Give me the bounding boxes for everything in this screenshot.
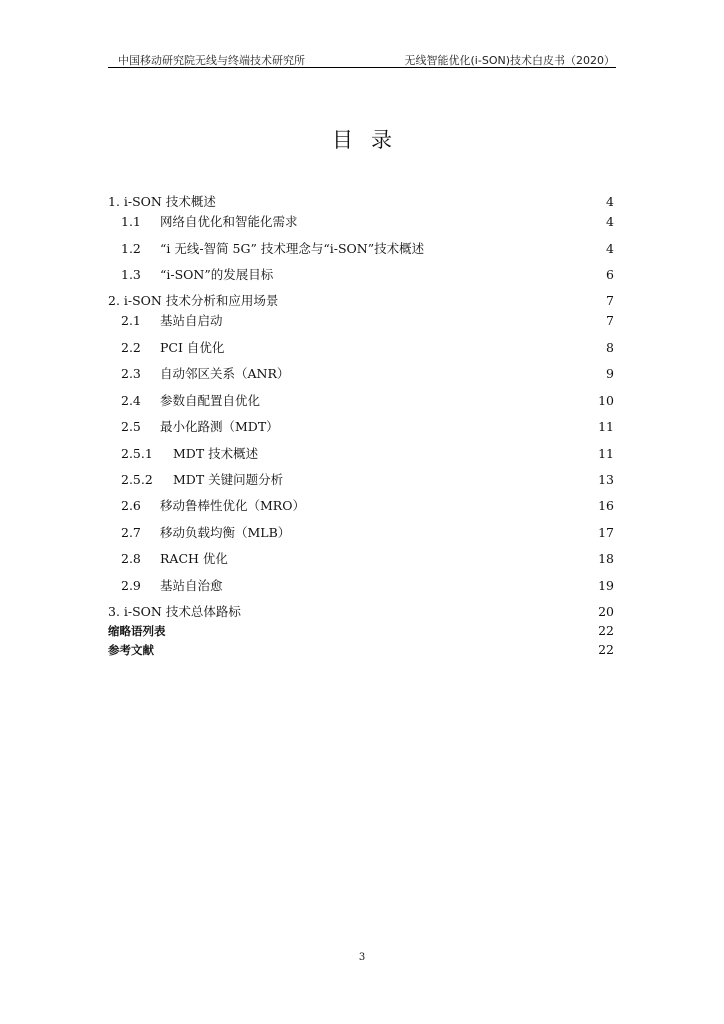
toc-entry-1-2[interactable] xyxy=(108,241,614,257)
toc-entry-number: 2.9 xyxy=(121,578,141,593)
toc-entry-page: 16 xyxy=(598,498,614,513)
toc-entry-label: 1. i-SON 技术概述 xyxy=(108,194,216,209)
toc-entry-label: PCI 自优化 xyxy=(160,340,225,355)
toc-entry-page: 18 xyxy=(598,551,614,566)
toc-entry-2-5[interactable] xyxy=(108,419,614,435)
toc-entry-number: 2.5.1 xyxy=(121,446,153,461)
page-number: 3 xyxy=(358,952,366,963)
toc-entry-2-9[interactable] xyxy=(108,578,614,594)
toc-entry-label: 参数自配置自优化 xyxy=(160,393,261,408)
toc-entry-2-3[interactable] xyxy=(108,366,614,382)
toc-entry-number: 2.1 xyxy=(121,313,141,328)
header-divider xyxy=(108,67,616,68)
toc-entry-page: 19 xyxy=(598,578,614,593)
toc-entry-label: MDT 技术概述 xyxy=(173,446,259,461)
running-header-right: 无线智能优化(i-SON)技术白皮书（2020） xyxy=(404,54,615,67)
toc-entry-page: 7 xyxy=(606,293,614,308)
toc-entry-number: 2.6 xyxy=(121,498,141,513)
toc-entry-label: 2. i-SON 技术分析和应用场景 xyxy=(108,293,279,308)
toc-entry-page: 4 xyxy=(606,241,614,256)
toc-entry-page: 10 xyxy=(598,393,614,408)
toc-entry-1-1[interactable] xyxy=(108,214,614,230)
toc-entry-number: 1.1 xyxy=(121,214,141,229)
toc-entry-label: 最小化路测（MDT） xyxy=(160,419,279,434)
toc-entry-page: 22 xyxy=(598,642,614,657)
toc-entry-label: 基站自治愈 xyxy=(160,578,223,593)
toc-entry-3[interactable] xyxy=(108,604,614,620)
toc-entry-2-1[interactable] xyxy=(108,313,614,329)
toc-entry-label: 网络自优化和智能化需求 xyxy=(160,214,298,229)
toc-entry-page: 22 xyxy=(598,623,614,638)
toc-entry-page: 6 xyxy=(606,267,614,282)
toc-entry-number: 2.4 xyxy=(121,393,141,408)
toc-entry-label: RACH 优化 xyxy=(160,551,228,566)
toc-entry-2-5-2[interactable] xyxy=(108,472,614,488)
toc-entry-label: 参考文献 xyxy=(108,643,154,657)
toc-entry-2-2[interactable] xyxy=(108,340,614,356)
toc-entry-number: 2.5 xyxy=(121,419,141,434)
toc-entry-number: 2.8 xyxy=(121,551,141,566)
toc-entry-abbreviations[interactable] xyxy=(108,623,614,639)
toc-entry-2-5-1[interactable] xyxy=(108,446,614,462)
toc-entry-page: 4 xyxy=(606,194,614,209)
toc-entry-2-8[interactable] xyxy=(108,551,614,567)
toc-entry-label: 基站自启动 xyxy=(160,313,223,328)
toc-entry-page: 8 xyxy=(606,340,614,355)
toc-entry-1-3[interactable] xyxy=(108,267,614,283)
toc-entry-1[interactable] xyxy=(108,194,614,210)
toc-entry-label: 移动鲁棒性优化（MRO） xyxy=(160,498,305,513)
toc-entry-number: 2.3 xyxy=(121,366,141,381)
toc-entry-number: 1.3 xyxy=(121,267,141,282)
running-header-left: 中国移动研究院无线与终端技术研究所 xyxy=(118,54,305,67)
toc-entry-2[interactable] xyxy=(108,293,614,309)
toc-entry-label: 移动负载均衡（MLB） xyxy=(160,525,291,540)
toc-entry-label: 3. i-SON 技术总体路标 xyxy=(108,604,241,619)
toc-entry-number: 1.2 xyxy=(121,241,141,256)
toc-entry-label: MDT 关键问题分析 xyxy=(173,472,284,487)
toc-entry-label: 自动邻区关系（ANR） xyxy=(160,366,290,381)
toc-entry-2-7[interactable] xyxy=(108,525,614,541)
toc-entry-references[interactable] xyxy=(108,642,614,658)
toc-entry-page: 13 xyxy=(598,472,614,487)
toc-entry-page: 20 xyxy=(598,604,614,619)
toc-title: 目录 xyxy=(332,128,410,152)
toc-entry-page: 9 xyxy=(606,366,614,381)
toc-entry-page: 17 xyxy=(598,525,614,540)
toc-entry-page: 7 xyxy=(606,313,614,328)
toc-entry-number: 2.7 xyxy=(121,525,141,540)
toc-entry-label: “i 无线-智简 5G” 技术理念与“i-SON”技术概述 xyxy=(160,241,425,256)
toc-entry-2-4[interactable] xyxy=(108,393,614,409)
toc-entry-page: 11 xyxy=(598,446,614,461)
toc-entry-label: 缩略语列表 xyxy=(108,624,166,638)
toc-entry-number: 2.2 xyxy=(121,340,141,355)
toc-entry-page: 11 xyxy=(598,419,614,434)
toc-entry-page: 4 xyxy=(606,214,614,229)
toc-entry-number: 2.5.2 xyxy=(121,472,153,487)
toc-entry-2-6[interactable] xyxy=(108,498,614,514)
toc-entry-label: “i-SON”的发展目标 xyxy=(160,267,274,282)
